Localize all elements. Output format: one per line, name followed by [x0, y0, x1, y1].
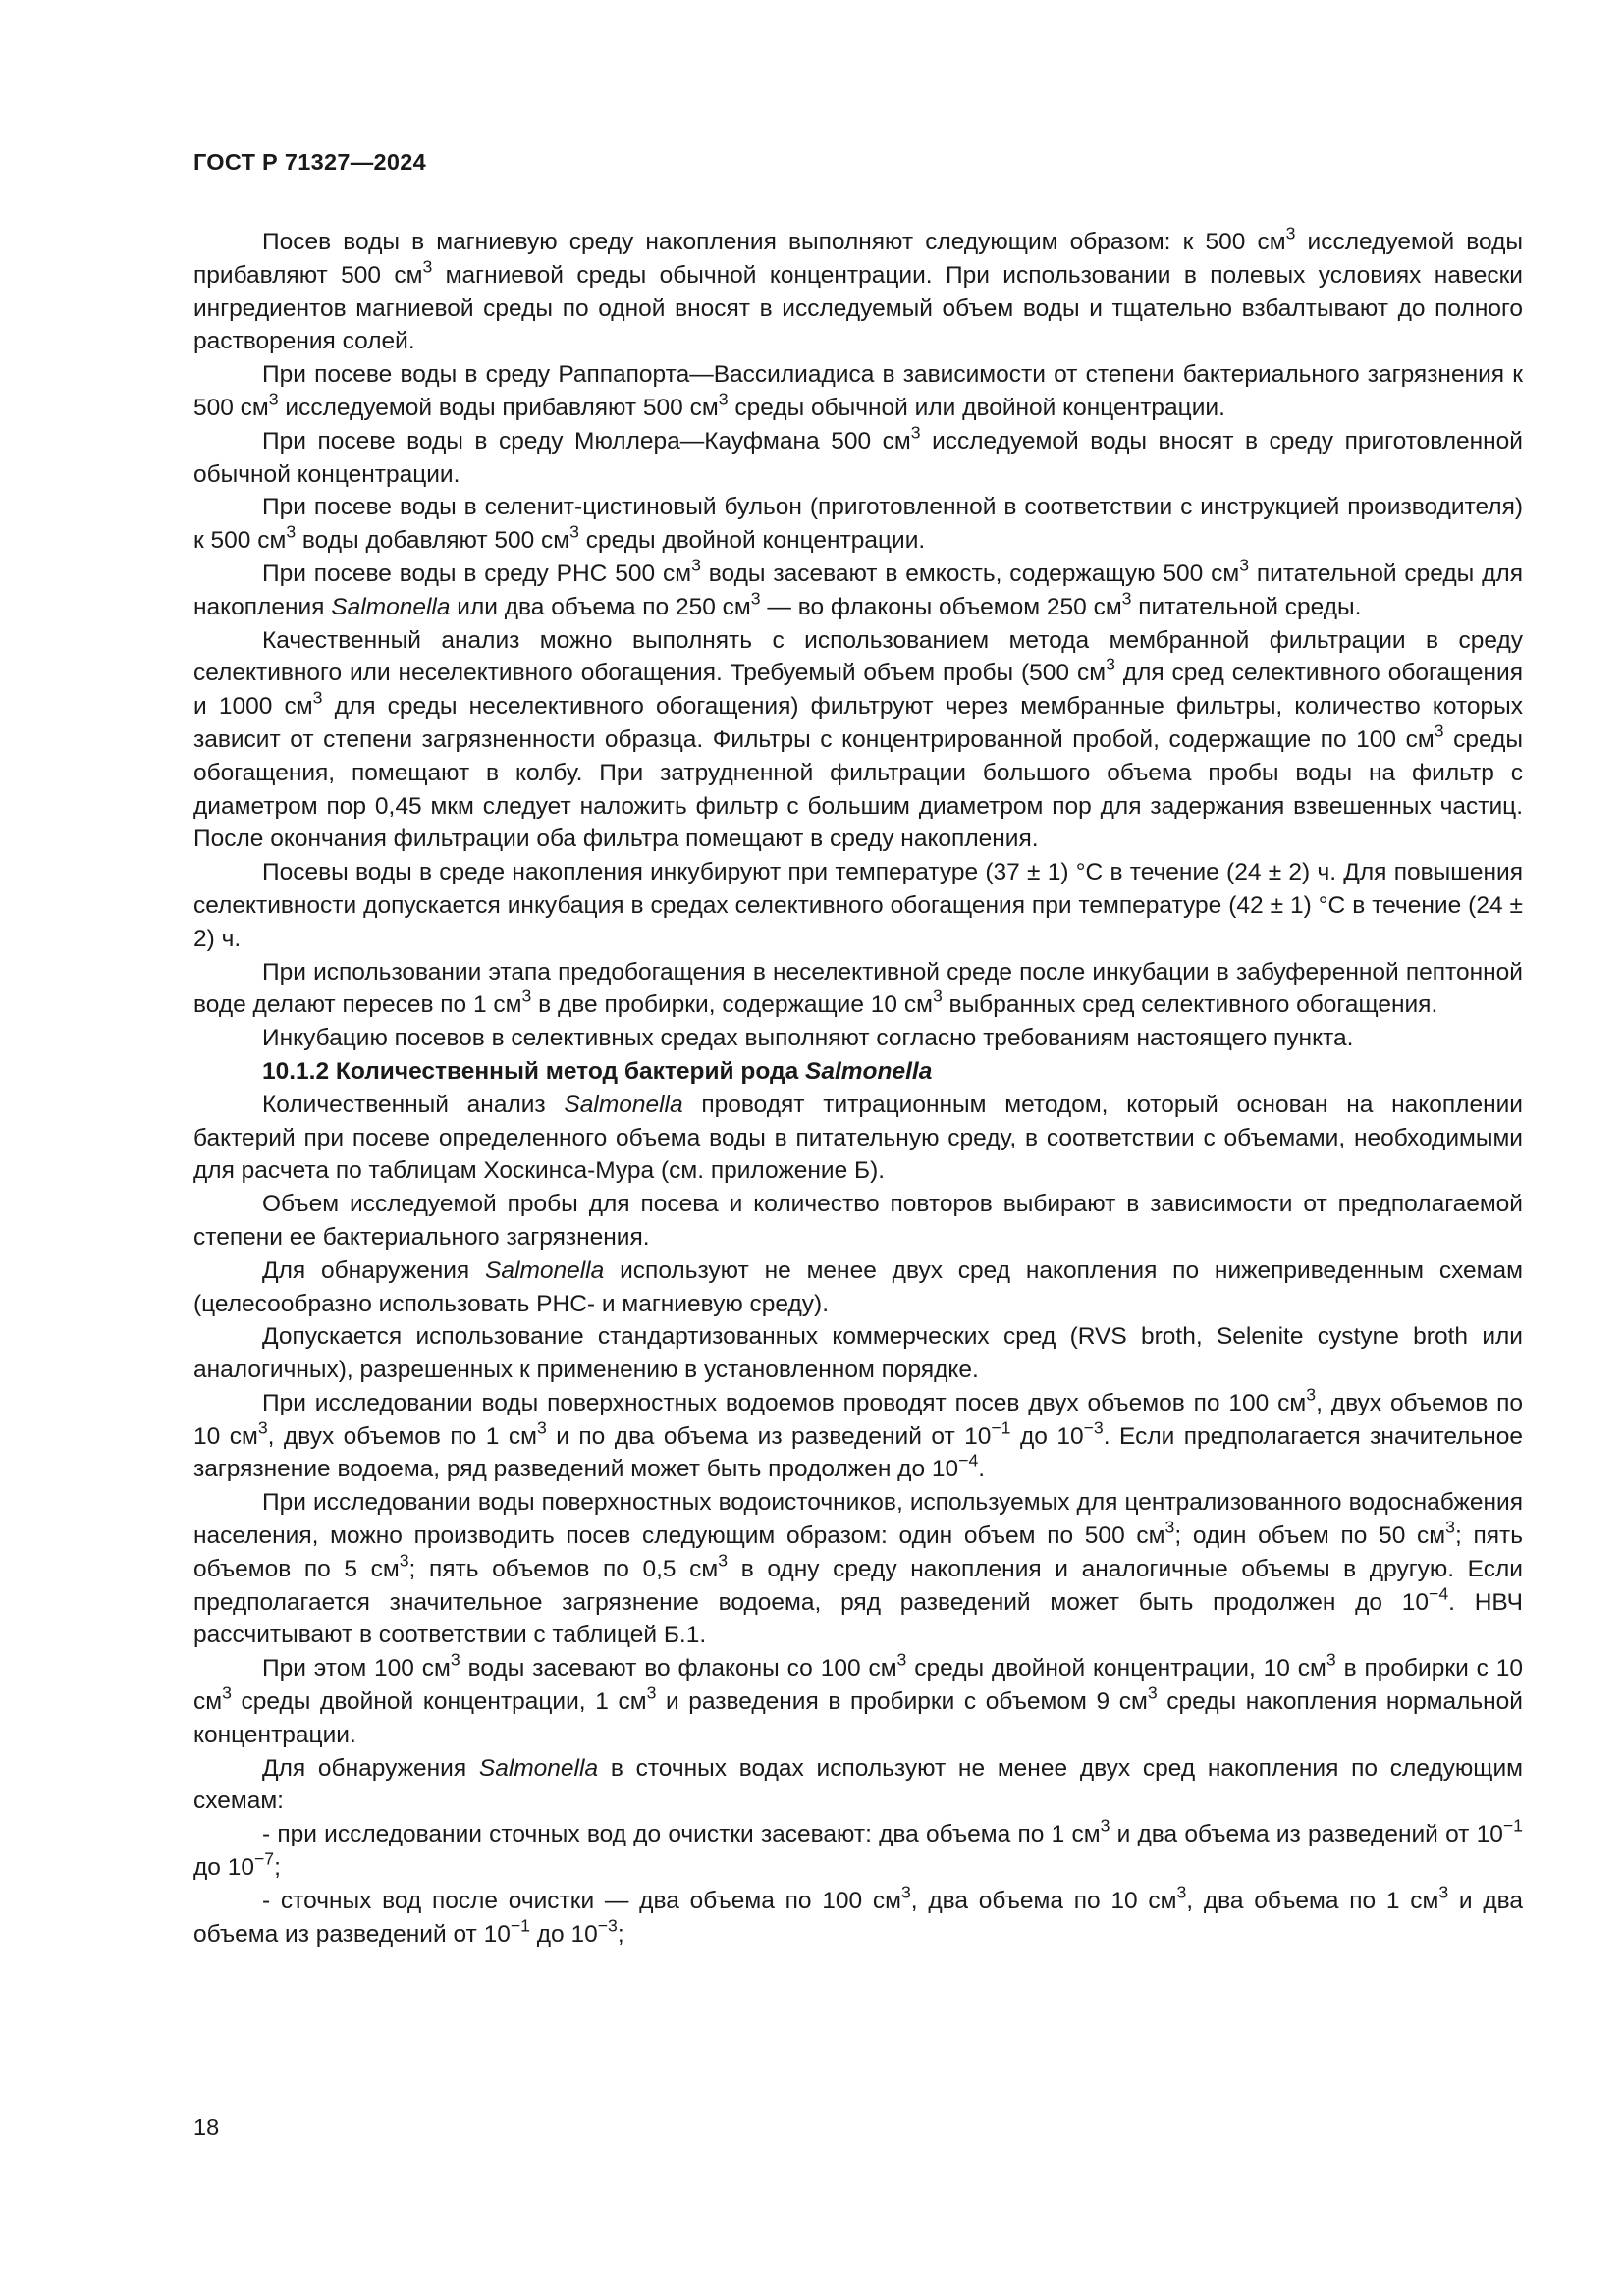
paragraph: Инкубацию посевов в селективных средах выполняют согласно требованиям настоящего пункта. — [262, 1025, 1354, 1052]
paragraph: При посеве воды в среду Раппапорта—Вассилиадиса в зависимости от степени бактериального загрязнения к 500 $см^3$ исследуемой воды прибавляют 500 $см^3$ среды обычной или двойной концентрации. — [193, 361, 1523, 421]
paragraph: Посев воды в магниевую среду накопления выполняют следующим образом: к 500 $см^3$ исследуемой воды прибавляют 500 $см^3$ магниевой среды обычной концентрации. При использовании в полевых условиях навески ингредиентов магниевой среды по одной вносят в исследуемый объем воды и тщательно взбалтывают до полного растворения солей. — [193, 223, 1524, 355]
paragraph: При посеве воды в среду Мюллера—Кауфмана 500 $см^3$ исследуемой воды вносят в среду приготовленной обычной концентрации. — [193, 422, 1523, 488]
paragraph: При посеве воды в селенит-цистиновый бульон (приготовленной в соответствии с инструкцией производителя) к 500 $см^3$ воды добавляют 500 $см^3$ среды двойной концентрации. — [193, 494, 1523, 555]
list-item: - сточных вод после очистки — два объема по 100 $см^3$, два объема по 10 $см^3$, два объема по 1 $см^3$ и два объема из разведений от $10^{-1}$ до $10^{-3}$; — [193, 1882, 1524, 1948]
paragraph: При использовании этапа предобогащения в неселективной среде после инкубации в забуференной пептонной воде делают пересев по 1 $см^3$ в две пробирки, содержащие 10 $см^3$ выбранных сред селективного обогащения. — [193, 958, 1523, 1019]
paragraph: Для обнаружения Salmonella используют не менее двух сред накопления по нижеприведенным схемам (целесообразно использовать РНС- и магниевую среду). — [193, 1256, 1524, 1317]
list-item: - при исследовании сточных вод до очистки засевают: два объема по 1 $см^3$ и два объема из разведений от $10^{-1}$ до $10^{-7}$; — [193, 1815, 1523, 1882]
paragraph: Качественный анализ можно выполнять с использованием метода мембранной фильтрации в среду селективного или неселективного обогащения. Требуемый объем пробы (500 $см^3$ для сред селективного обогащения и 1000 $см^3$ для среды неселективного обогащения) фильтруют через мембранные фильтры, количество которых зависит от степени загрязненности образца. Фильтры с концентрированной пробой, содержащие по 100 $см^3$ среды обогащения, помещают в колбу. При затрудненной фильтрации большого объема пробы воды на фильтр с диаметром пор 0,45 мкм следует наложить фильтр с большим диаметром пор для задержания взвешенных частиц. После окончания фильтрации оба фильтра помещают в среду накопления. — [193, 626, 1523, 853]
paragraph: Посевы воды в среде накопления инкубируют при температуре (37 ± 1) °С в течение (24 ± 2) ч. Для повышения селективности допускается инкубация в средах селективного обогащения при температуре (42 ± 1) °С в течение (24 ± 2) ч. — [193, 859, 1523, 952]
paragraph: При посеве воды в среду РНС 500 $см^3$ воды засевают в емкость, содержащую 500 $см^3$ питательной среды для накопления Salmonella или два объема по 250 $см^3$ — во флаконы объемом 250 $см^3$ питательной среды. — [193, 555, 1523, 620]
paragraph: Допускается использование стандартизованных коммерческих сред (RVS broth, Selenite cystyne broth или аналогичных), разрешенных к применению в установленном порядке. — [193, 1323, 1523, 1384]
page-number: 18 — [193, 2114, 220, 2140]
body-text — [193, 223, 1524, 1950]
paragraph: При этом 100 $см^3$ воды засевают во флаконы со 100 $см^3$ среды двойной концентрации, 10 $см^3$ в пробирки с 10 $см^3$ среды двойной концентрации, 1 $см^3$ и разведения в пробирки с объемом 9 $см^3$ среды накопления нормальной концентрации. — [193, 1649, 1524, 1748]
paragraph: Для обнаружения Salmonella в сточных водах используют не менее двух сред накопления по следующим схемам: — [193, 1754, 1523, 1815]
section-heading: 10.1.2 Количественный метод бактерий рода Salmonella — [262, 1057, 933, 1085]
paragraph: Объем исследуемой пробы для посева и количество повторов выбирают в зависимости от предполагаемой степени ее бактериального загрязнения. — [193, 1191, 1523, 1251]
paragraph: Количественный анализ Salmonella проводят титрационным методом, который основан на накоплении бактерий при посеве определенного объема воды в питательную среду, в соответствии с объемами, необходимыми для расчета по таблицам Хоскинса-Мура (см. приложение Б). — [193, 1091, 1523, 1185]
paragraph: При исследовании воды поверхностных водоемов проводят посев двух объемов по 100 $см^3$, двух объемов по 10 $см^3$, двух объемов по 1 $см^3$ и по два объема из разведений от $10^{-1}$ до $10^{-3}$. Если предполагается значительное загрязнение водоема, ряд разведений может быть продолжен до $10^{-4}$. — [193, 1384, 1524, 1483]
standard-header: ГОСТ Р 71327—2024 — [193, 149, 426, 175]
paragraph: При исследовании воды поверхностных водоисточников, используемых для централизованного водоснабжения населения, можно производить посев следующим образом: один объем по 500 $см^3$; один объем по 50 $см^3$; пять объемов по 5 $см^3$; пять объемов по 0,5 $см^3$ в одну среду накопления и аналогичные объемы в другую. Если предполагается значительное загрязнение водоема, ряд разведений может быть продолжен до $10^{-4}$. НВЧ рассчитывают в соответствии с таблицей Б.1. — [193, 1489, 1523, 1649]
